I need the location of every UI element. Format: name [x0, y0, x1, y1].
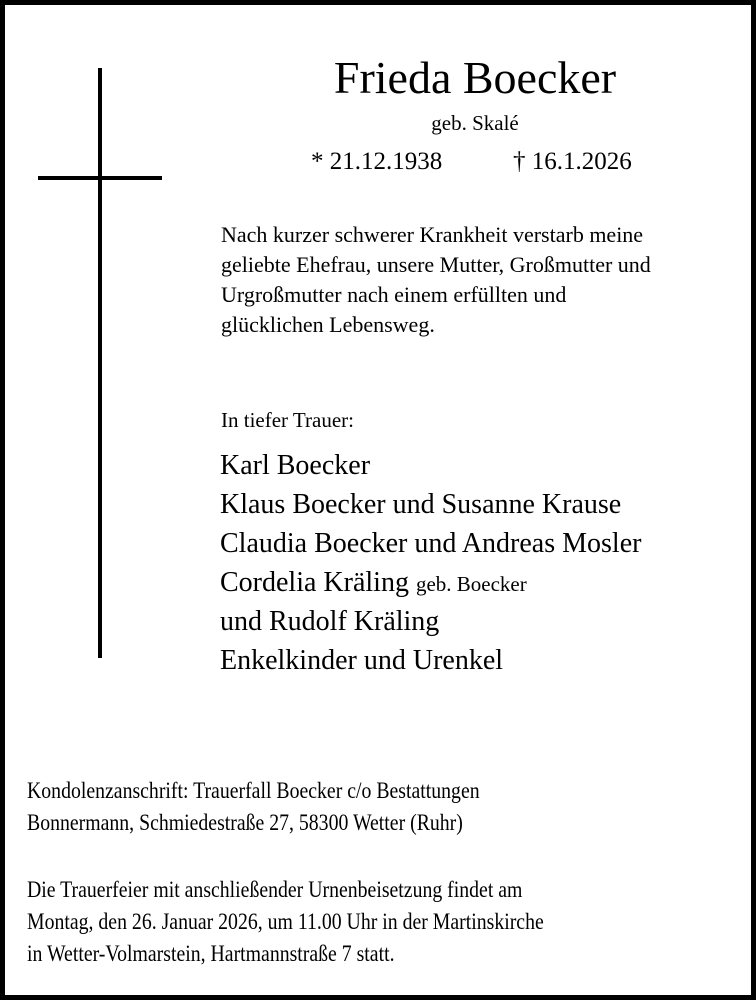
mourner-text: Karl Boecker — [220, 450, 371, 481]
death-date: † 16.1.2026 — [513, 148, 632, 175]
life-dates — [215, 146, 735, 178]
mourner-name — [220, 446, 641, 485]
service-line: Montag, den 26. Januar 2026, um 11.00 Uhr in der Martinskirche — [27, 909, 544, 934]
birth-date: * 21.12.1938 — [311, 148, 443, 175]
mourner-name — [220, 563, 641, 602]
intro-line: Nach kurzer schwerer Krankheit verstarb meine — [221, 222, 644, 247]
mourner-text: Cordelia Kräling — [220, 567, 409, 598]
cross-icon-horizontal-bar — [38, 176, 162, 180]
service-line: in Wetter-Volmarstein, Hartmannstraße 7 statt. — [27, 941, 395, 966]
intro-line: geliebte Ehefrau, unsere Mutter, Großmutter und — [221, 252, 651, 277]
mourner-text: Enkelkinder und Urenkel — [220, 645, 504, 676]
funeral-service-info — [27, 874, 628, 970]
mourners-label: In tiefer Trauer: — [221, 408, 354, 432]
address-line: Bonnermann, Schmiedestraße 27, 58300 Wetter (Ruhr) — [27, 810, 463, 835]
maiden-name: geb. Skalé — [431, 111, 519, 135]
mourner-maiden-name: geb. Boecker — [415, 572, 527, 596]
mourner-name — [220, 485, 641, 524]
service-line: Die Trauerfeier mit anschließender Urnenbeisetzung findet am — [27, 877, 523, 902]
address-line: Kondolenzanschrift: Trauerfall Boecker c/o Bestattungen — [27, 778, 480, 803]
intro-line: Urgroßmutter nach einem erfüllten und — [221, 282, 567, 307]
mourners-list — [220, 446, 641, 680]
deceased-name: Frieda Boecker — [333, 52, 617, 103]
intro-text — [221, 220, 741, 340]
cross-icon-vertical-bar — [98, 68, 102, 658]
mourner-text: und Rudolf Kräling — [220, 606, 440, 637]
mourner-text: Klaus Boecker und Susanne Krause — [220, 489, 622, 520]
condolence-address — [27, 775, 553, 839]
mourner-text: Claudia Boecker und Andreas Mosler — [220, 528, 642, 559]
mourner-name — [220, 524, 641, 563]
mourner-name — [220, 641, 641, 680]
mourner-name — [220, 602, 641, 641]
intro-line: glücklichen Lebensweg. — [221, 312, 435, 337]
